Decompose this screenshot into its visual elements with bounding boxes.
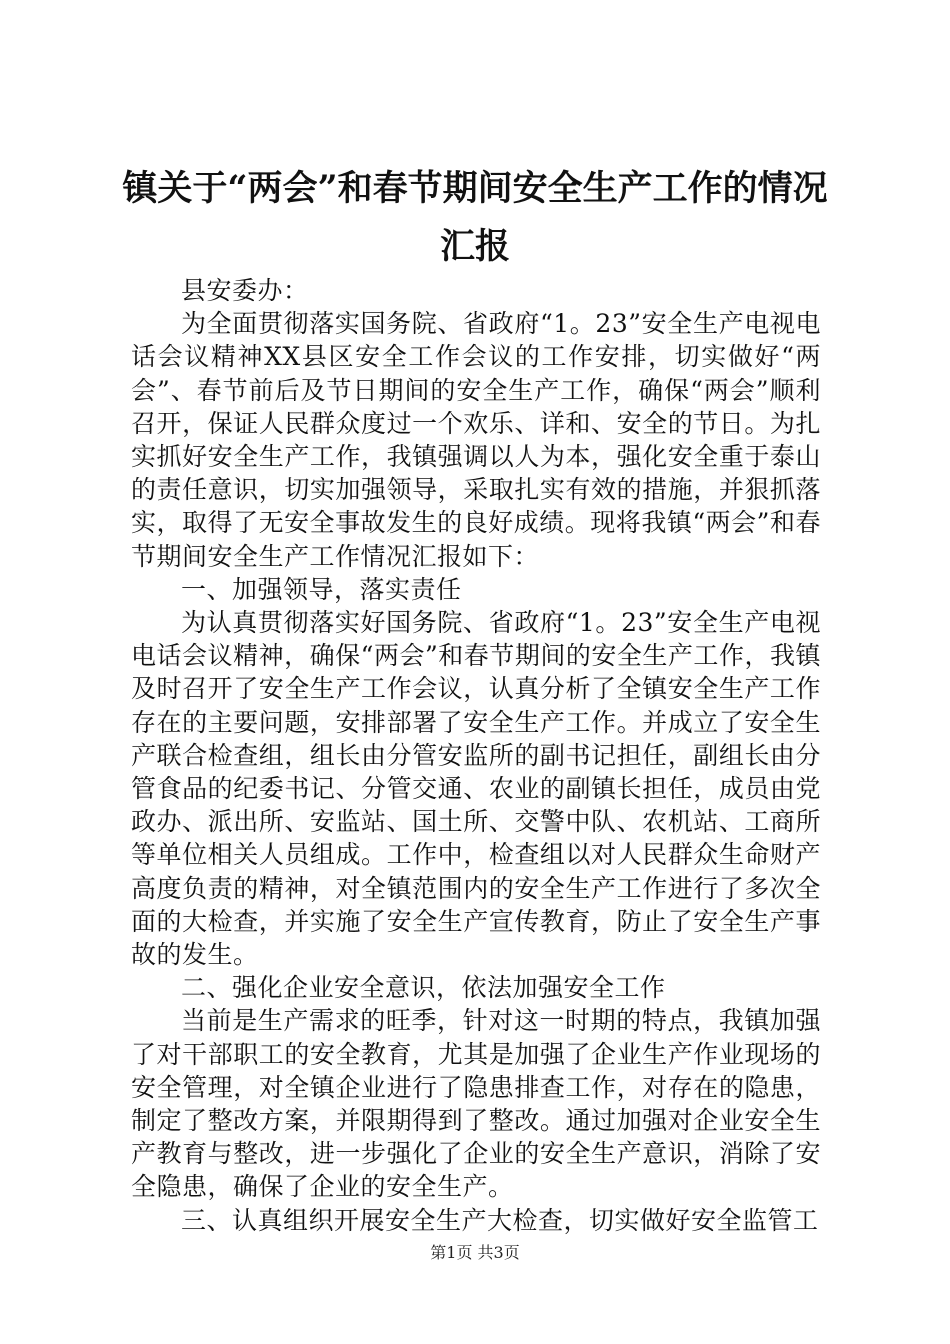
section-heading-2: 二、强化企业安全意识，依法加强安全工作 bbox=[181, 973, 666, 1003]
page-number-footer: 第1页 共3页 bbox=[430, 1243, 520, 1262]
paragraph-section-2: 当前是生产需求的旺季，针对这一时期的特点，我镇加强了对干部职工的安全教育，尤其是加强了企业生产作业现场的安全管理，对全镇企业进行了隐患排查工作，对存在的隐患，制定了整改方案，并限期得到了整改。通过加强对企业安全生产教育与整改，进一步强化了企业的安全生产意识，消除了安全隐患，确保了企业的安全生产。 bbox=[131, 1006, 821, 1202]
paragraph-intro: 为全面贯彻落实国务院、省政府“1。23”安全生产电视电话会议精神XX县区安全工作会议的工作安排，切实做好“两会”、春节前后及节日期间的安全生产工作，确保“两会”顺利召开，保证人民群众度过一个欢乐、详和、安全的节日。为扎实抓好安全生产工作，我镇强调以人为本，强化安全重于泰山的责任意识，切实加强领导，采取扎实有效的措施，并狠抓落实，取得了无安全事故发生的良好成绩。现将我镇“两会”和春节期间安全生产工作情况汇报如下： bbox=[131, 309, 821, 571]
paragraph-section-1: 为认真贯彻落实好国务院、省政府“1。23”安全生产电视电话会议精神，确保“两会”和春节期间的安全生产工作，我镇及时召开了安全生产工作会议，认真分析了全镇安全生产工作存在的主要问题，安排部署了安全生产工作。并成立了安全生产联合检查组，组长由分管安监所的副书记担任，副组长由分管食品的纪委书记、分管交通、农业的副镇长担任，成员由党政办、派出所、安监站、国土所、交警中队、农机站、工商所等单位相关人员组成。工作中，检查组以对人民群众生命财产高度负责的精神，对全镇范围内的安全生产工作进行了多次全面的大检查，并实施了安全生产宣传教育，防止了安全生产事故的发生。 bbox=[131, 608, 821, 970]
section-heading-3: 三、认真组织开展安全生产大检查，切实做好安全监管工 bbox=[181, 1205, 819, 1235]
document-body bbox=[131, 274, 821, 1237]
salutation: 县安委办： bbox=[181, 276, 309, 305]
section-heading-1: 一、加强领导，落实责任 bbox=[181, 574, 462, 604]
document-title: 镇关于“两会”和春节期间安全生产工作的情况汇报 bbox=[122, 168, 828, 267]
